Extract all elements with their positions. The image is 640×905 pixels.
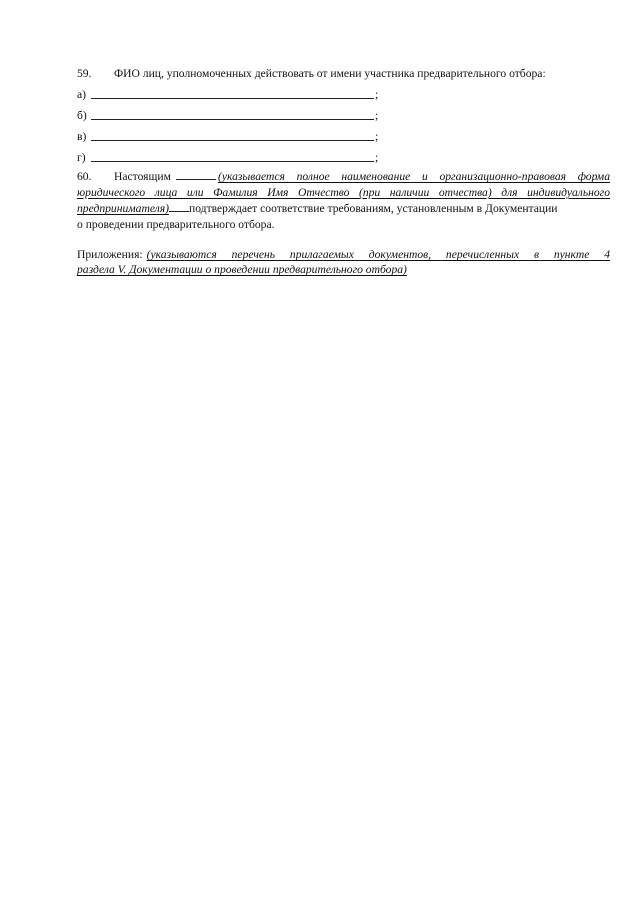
entry-b-letter: б): [77, 109, 87, 122]
appendix-label: Приложения:: [77, 248, 143, 262]
entry-c-letter: в): [77, 130, 87, 143]
entry-c-end: ;: [375, 130, 379, 143]
appendix: [77, 247, 610, 278]
item-60-text-after: подтверждает соответствие требованиям, установленным в Документации: [189, 202, 558, 216]
item-60-line-3: [77, 200, 610, 216]
item-60-tail-blank[interactable]: [169, 200, 189, 212]
item-60-lead: Настоящим: [114, 170, 171, 184]
item-60-text-last: о проведении предварительного отбора.: [77, 217, 275, 231]
document-page: [77, 66, 610, 278]
appendix-line-2: [77, 262, 610, 277]
item-59-entries: [77, 81, 610, 165]
entry-d: [77, 144, 610, 165]
entry-d-end: ;: [375, 151, 379, 164]
entry-d-blank-line[interactable]: [91, 149, 374, 162]
appendix-hint-1: (указываются перечень прилагаемых документов, перечисленных в пункте 4: [146, 248, 610, 262]
item-60-line-4: [77, 217, 610, 232]
item-59-number: 59.: [77, 67, 92, 80]
item-60-line-1: [77, 168, 610, 184]
entry-c: [77, 123, 610, 144]
item-60-line-2: [77, 185, 610, 200]
entry-b-end: ;: [375, 109, 379, 122]
entry-b: [77, 102, 610, 123]
entry-d-letter: г): [77, 151, 86, 164]
item-59-heading: [77, 66, 610, 81]
appendix-hint-2: раздела V. Документации о проведении предварительного отбора): [77, 263, 407, 277]
appendix-line-1: [77, 247, 610, 262]
item-59-text: ФИО лиц, уполномоченных действовать от имени участника предварительного отбора:: [114, 67, 546, 80]
entry-b-blank-line[interactable]: [91, 107, 374, 120]
item-60: [77, 168, 610, 232]
entry-a-letter: а): [77, 88, 87, 101]
entry-a: [77, 81, 610, 102]
entry-a-end: ;: [375, 88, 379, 101]
item-60-hint-1: (указывается полное наименование и организационно-правовая форма: [217, 170, 610, 184]
item-60-number: 60.: [77, 170, 92, 184]
entry-a-blank-line[interactable]: [91, 86, 374, 99]
entry-c-blank-line[interactable]: [91, 128, 374, 141]
item-60-name-blank[interactable]: [176, 168, 216, 180]
item-60-hint-2: юридического лица или Фамилия Имя Отчество (при наличии отчества) для индивидуального: [77, 185, 610, 199]
item-60-hint-3: предпринимателя): [77, 202, 169, 216]
